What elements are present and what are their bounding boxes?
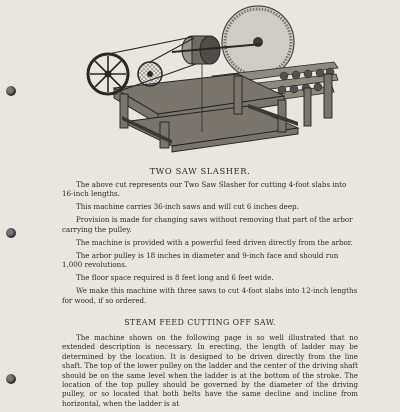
paragraph: The arbor pulley is 18 inches in diameter and 9-inch face and should run 1,000 revolutions.: [62, 250, 339, 270]
paragraph: The above cut represents our Two Saw Slasher for cutting 4-foot slabs into 16-inch lengths.: [62, 180, 347, 199]
paragraph: The floor space required is 8 feet long and 6 feet wide.: [76, 273, 274, 283]
binder-hole: [6, 374, 16, 384]
binder-hole: [6, 228, 16, 238]
paragraph: The machine is provided with a powerful feed driven directly from the arbor.: [76, 237, 353, 247]
flywheel: [88, 54, 128, 94]
slasher-illustration: [62, 4, 348, 156]
section-text: [62, 333, 358, 412]
binder-hole: [6, 86, 16, 96]
paragraph: Provision is made for changing saws without removing that part of the arbor carrying the pulley.: [62, 215, 353, 234]
section-heading: STEAM FEED CUTTING OFF SAW.: [124, 318, 276, 327]
description-text: [62, 180, 358, 309]
paragraph: The machine shown on the following page is so well illustrated that no extended description is necessary. In erecting, the length of ladder may be determined by the location. It is designed to be driven directly from the line shaft. The top of the lower pulley on the ladder and the center of the driving shaft should be on the same level when the ladder is at the bottom of the stroke. The location of the top pulley should be governed by the diameter of the driving pulley, or so located that both belts have the same decline and incline from horizontal, when the ladder is at: [62, 333, 358, 408]
paragraph: This machine carries 36-inch saws and will cut 6 inches deep.: [76, 202, 299, 212]
illustration-caption: TWO SAW SLASHER.: [149, 166, 251, 176]
paragraph: We make this machine with three saws to cut 4-foot slabs into 12-inch lengths for wood, if so ordered.: [62, 286, 358, 305]
